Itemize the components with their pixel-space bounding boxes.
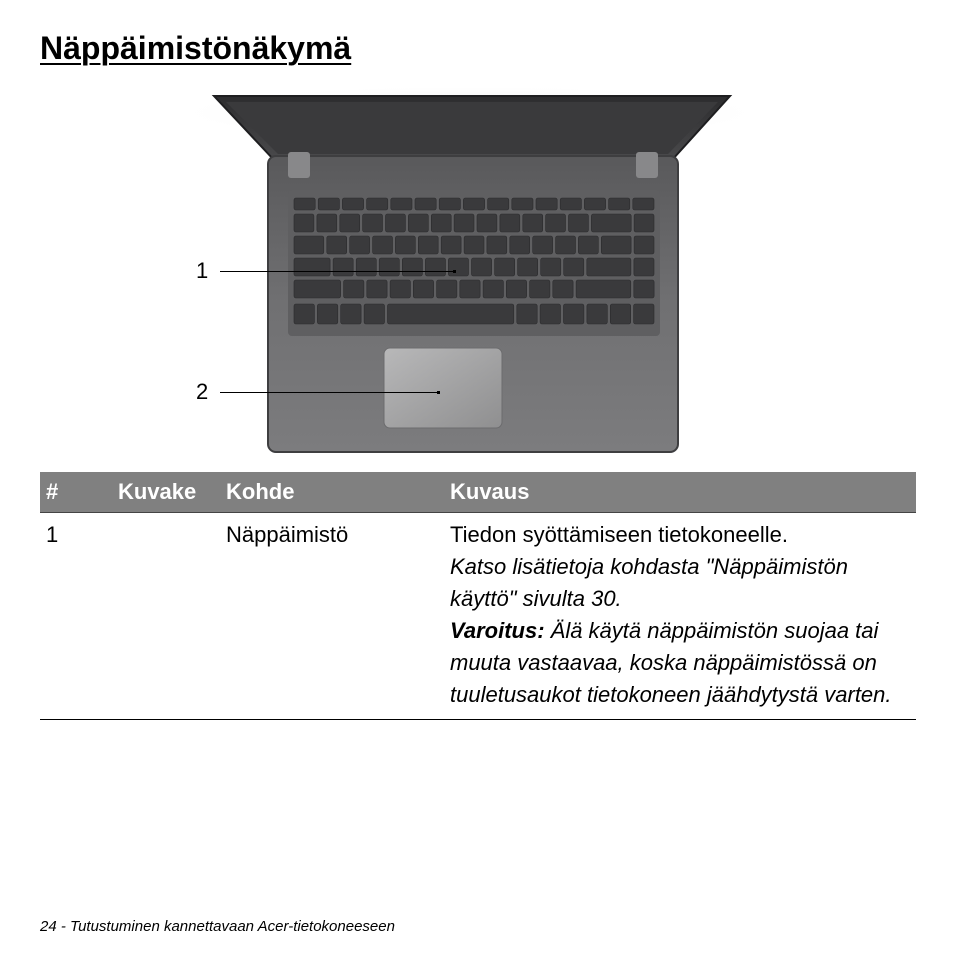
key-r5-k7 bbox=[564, 304, 584, 324]
key-r0-k6 bbox=[439, 198, 460, 210]
callout-1: 1 bbox=[196, 258, 209, 283]
key-r1-k8 bbox=[477, 214, 497, 232]
key-r1-k3 bbox=[363, 214, 383, 232]
key-r5-k2 bbox=[341, 304, 361, 324]
key-r4-k1 bbox=[344, 280, 364, 298]
key-r0-k12 bbox=[584, 198, 605, 210]
key-r1-k2 bbox=[340, 214, 360, 232]
key-r0-k2 bbox=[342, 198, 363, 210]
callout-2: 2 bbox=[196, 379, 209, 404]
table-header-row bbox=[40, 472, 916, 513]
component-table bbox=[40, 472, 916, 720]
lid-inner bbox=[226, 102, 718, 154]
desc-reference: Katso lisätietoja kohdasta "Näppäimistön käyttö" sivulta 30. bbox=[450, 554, 848, 611]
key-r0-k11 bbox=[560, 198, 581, 210]
warning-text: Älä käytä näppäimistön suojaa tai muuta vastaavaa, koska näppäimistössä on tuuletusaukot tietokoneen jäähdytystä varten. bbox=[450, 618, 892, 707]
key-r2-k12 bbox=[578, 236, 598, 254]
row-num: 1 bbox=[40, 513, 112, 720]
key-r3-k11 bbox=[564, 258, 584, 276]
key-r1-k14 bbox=[634, 214, 654, 232]
key-r3-k2 bbox=[356, 258, 376, 276]
key-r3-k5 bbox=[425, 258, 445, 276]
key-r2-k4 bbox=[395, 236, 415, 254]
hinge-right bbox=[636, 152, 658, 178]
key-r3-k6 bbox=[448, 258, 468, 276]
hinge-left bbox=[288, 152, 310, 178]
callout-1-leader bbox=[220, 271, 454, 272]
key-r2-k1 bbox=[327, 236, 347, 254]
key-r4-k3 bbox=[390, 280, 410, 298]
key-r1-k9 bbox=[500, 214, 520, 232]
key-r0-k9 bbox=[512, 198, 533, 210]
key-r0-k4 bbox=[391, 198, 412, 210]
callout-2-leader bbox=[220, 392, 438, 393]
key-r1-k7 bbox=[454, 214, 474, 232]
key-r2-k9 bbox=[510, 236, 530, 254]
key-r4-k7 bbox=[483, 280, 503, 298]
key-r1-k0 bbox=[294, 214, 314, 232]
key-r4-k11 bbox=[576, 280, 631, 298]
key-r2-k8 bbox=[487, 236, 507, 254]
page-footer: 24 - Tutustuminen kannettavaan Acer-tietokoneeseen bbox=[40, 918, 395, 935]
key-r2-k10 bbox=[533, 236, 553, 254]
key-r0-k10 bbox=[536, 198, 557, 210]
key-r0-k8 bbox=[488, 198, 509, 210]
key-r4-k9 bbox=[530, 280, 550, 298]
key-r3-k8 bbox=[495, 258, 515, 276]
key-r2-k11 bbox=[556, 236, 576, 254]
key-r0-k13 bbox=[609, 198, 630, 210]
key-r4-k2 bbox=[367, 280, 387, 298]
callout-1-point bbox=[453, 270, 456, 273]
touchpad bbox=[384, 348, 502, 428]
key-r5-k1 bbox=[317, 304, 337, 324]
key-r1-k12 bbox=[569, 214, 589, 232]
key-r5-k8 bbox=[587, 304, 607, 324]
key-r0-k5 bbox=[415, 198, 436, 210]
key-r1-k1 bbox=[317, 214, 337, 232]
key-r0-k1 bbox=[318, 198, 339, 210]
laptop-keyboard-figure bbox=[160, 88, 780, 460]
key-r2-k3 bbox=[373, 236, 393, 254]
key-r0-k7 bbox=[463, 198, 484, 210]
row-icon bbox=[112, 513, 220, 720]
key-r1-k10 bbox=[523, 214, 543, 232]
key-r3-k12 bbox=[587, 258, 631, 276]
key-r5-k5 bbox=[517, 304, 537, 324]
key-r5-k4 bbox=[388, 304, 514, 324]
key-r0-k0 bbox=[294, 198, 315, 210]
laptop-illustration bbox=[160, 88, 780, 460]
row-target: Näppäimistö bbox=[220, 513, 444, 720]
desc-warning bbox=[450, 615, 916, 711]
header-num: # bbox=[40, 472, 112, 513]
key-r5-k0 bbox=[294, 304, 314, 324]
key-r3-k10 bbox=[541, 258, 561, 276]
key-r3-k3 bbox=[379, 258, 399, 276]
key-r4-k0 bbox=[294, 280, 341, 298]
desc-plain: Tiedon syöttämiseen tietokoneelle. bbox=[450, 522, 788, 547]
key-r3-k7 bbox=[472, 258, 492, 276]
key-r2-k14 bbox=[634, 236, 654, 254]
key-r4-k6 bbox=[460, 280, 480, 298]
key-r1-k6 bbox=[431, 214, 451, 232]
header-icon: Kuvake bbox=[112, 472, 220, 513]
key-r3-k13 bbox=[634, 258, 654, 276]
key-r0-k14 bbox=[633, 198, 654, 210]
key-r5-k6 bbox=[540, 304, 560, 324]
page-title: Näppäimistönäkymä bbox=[40, 30, 352, 66]
keyboard-keys bbox=[294, 198, 654, 324]
key-r2-k6 bbox=[441, 236, 461, 254]
key-r4-k10 bbox=[553, 280, 573, 298]
key-r3-k9 bbox=[518, 258, 538, 276]
key-r5-k3 bbox=[364, 304, 384, 324]
key-r4-k5 bbox=[437, 280, 457, 298]
key-r3-k4 bbox=[402, 258, 422, 276]
table-row bbox=[40, 513, 916, 720]
key-r2-k5 bbox=[418, 236, 438, 254]
key-r0-k3 bbox=[367, 198, 388, 210]
warning-label: Varoitus: bbox=[450, 618, 545, 643]
key-r1-k5 bbox=[408, 214, 428, 232]
callout-2-point bbox=[437, 391, 440, 394]
key-r5-k9 bbox=[610, 304, 630, 324]
key-r2-k0 bbox=[294, 236, 324, 254]
key-r2-k7 bbox=[464, 236, 484, 254]
key-r1-k13 bbox=[591, 214, 631, 232]
key-r1-k11 bbox=[546, 214, 566, 232]
key-r4-k8 bbox=[506, 280, 526, 298]
header-target: Kohde bbox=[220, 472, 444, 513]
key-r1-k4 bbox=[386, 214, 406, 232]
key-r4-k12 bbox=[634, 280, 654, 298]
row-desc bbox=[444, 513, 916, 720]
key-r5-k10 bbox=[634, 304, 654, 324]
key-r3-k0 bbox=[294, 258, 330, 276]
key-r2-k13 bbox=[601, 236, 631, 254]
key-r4-k4 bbox=[413, 280, 433, 298]
key-r3-k1 bbox=[333, 258, 353, 276]
key-r2-k2 bbox=[350, 236, 370, 254]
header-desc: Kuvaus bbox=[444, 472, 916, 513]
